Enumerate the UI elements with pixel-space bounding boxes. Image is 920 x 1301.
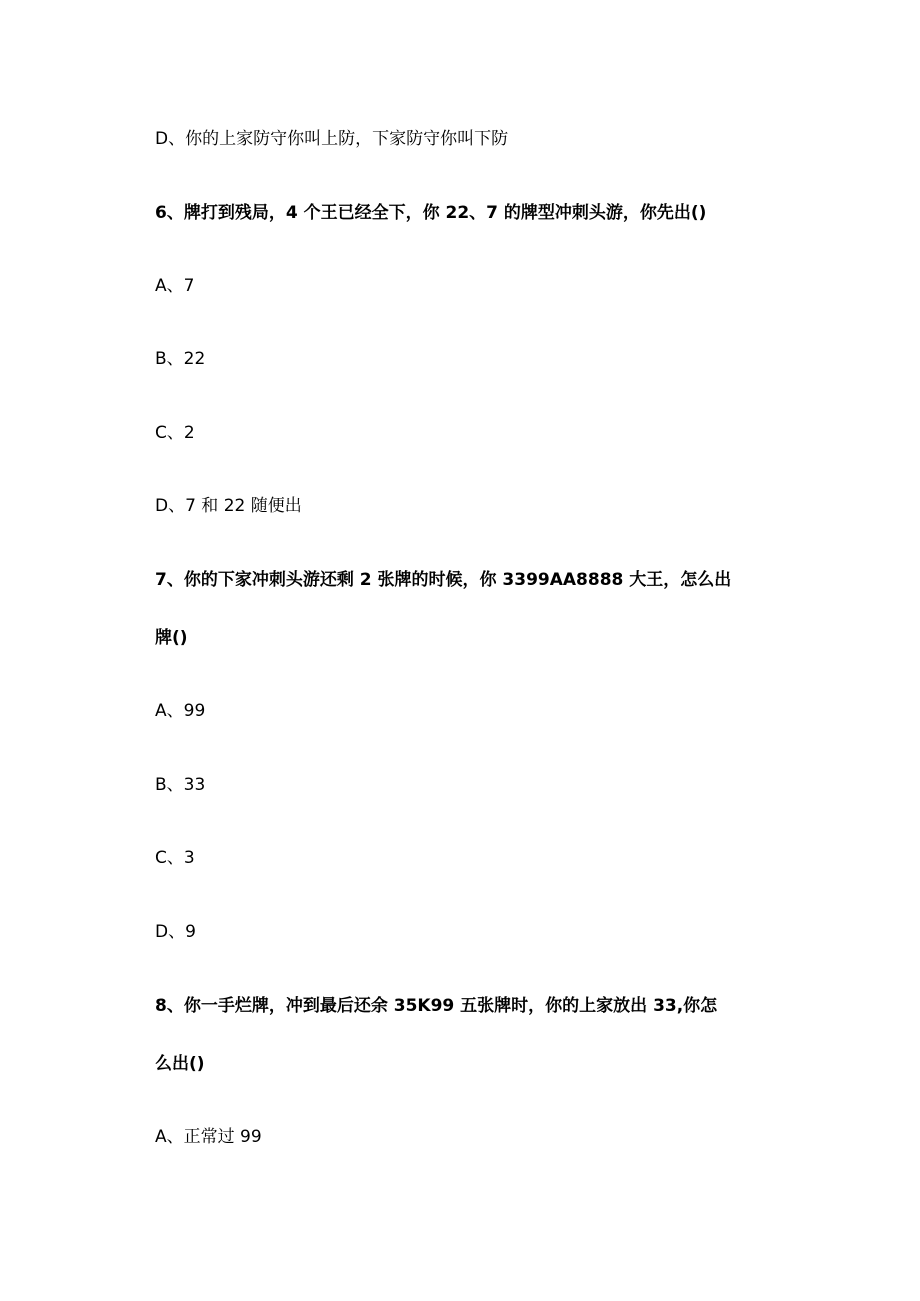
q7-option-d: D、9	[155, 922, 196, 942]
q6-option-b: B、22	[155, 349, 206, 369]
q7-option-b: B、33	[155, 775, 206, 795]
q7-option-c: C、3	[155, 848, 195, 868]
q6-option-c: C、2	[155, 423, 195, 443]
q8-stem-line2: 么出()	[155, 1054, 205, 1074]
q8-stem-line1: 8、你一手烂牌，冲到最后还余 35K99 五张牌时，你的上家放出 33,你怎	[155, 996, 718, 1016]
q6-stem: 6、牌打到残局，4 个王已经全下，你 22、7 的牌型冲刺头游，你先出()	[155, 203, 707, 223]
q7-stem-line1: 7、你的下家冲刺头游还剩 2 张牌的时候，你 3399AA8888 大王，怎么出	[155, 570, 732, 590]
q6-option-d: D、7 和 22 随便出	[155, 496, 302, 516]
q7-stem-line2: 牌()	[155, 628, 188, 648]
q6-option-a: A、7	[155, 276, 195, 296]
q5-option-d: D、你的上家防守你叫上防，下家防守你叫下防	[155, 129, 509, 149]
q7-option-a: A、99	[155, 701, 206, 721]
q8-option-a: A、正常过 99	[155, 1127, 262, 1147]
